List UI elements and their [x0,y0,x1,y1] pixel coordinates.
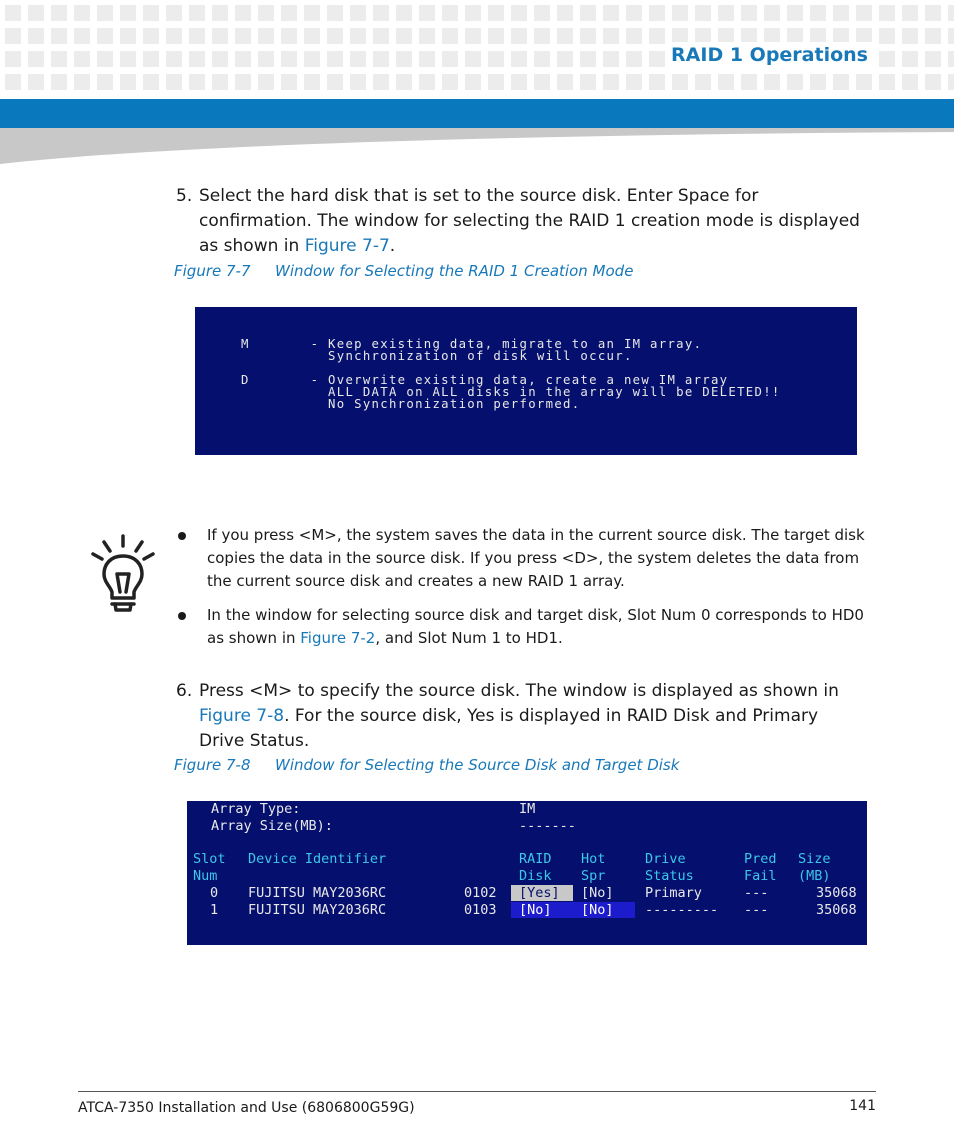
pattern-square [764,74,780,90]
raid-disk-toggle[interactable]: [No] [511,902,573,918]
pattern-square [695,74,711,90]
pred-fail: --- [744,885,769,901]
pattern-square [166,74,182,90]
pattern-square [902,5,918,21]
bullet-icon [178,532,186,540]
pattern-square [51,5,67,21]
pattern-square [557,28,573,44]
pattern-square [603,74,619,90]
pattern-square [304,74,320,90]
pattern-square [810,5,826,21]
pattern-square [143,74,159,90]
pattern-square [396,28,412,44]
pattern-square [120,5,136,21]
pattern-square [189,28,205,44]
pattern-square [189,5,205,21]
section-title: RAID 1 Operations [667,42,872,68]
pattern-square [488,28,504,44]
pattern-square [419,74,435,90]
pattern-square [258,28,274,44]
pattern-square [465,28,481,44]
pattern-square [488,74,504,90]
pattern-square [856,5,872,21]
table-row[interactable] [187,902,867,919]
pattern-square [235,28,251,44]
pattern-square [741,74,757,90]
pattern-square [396,51,412,67]
pattern-square [534,5,550,21]
pattern-square [925,28,941,44]
device-identifier: FUJITSU MAY2036RC [248,885,387,901]
pattern-square [833,74,849,90]
pattern-square [948,5,954,21]
step-text: Press <M> to specify the source disk. The window is displayed as shown in [199,681,839,701]
pattern-square [511,74,527,90]
pattern-square [212,5,228,21]
pattern-square [327,51,343,67]
slot-num: 0 [210,885,219,901]
pattern-square [281,28,297,44]
pattern-square [442,5,458,21]
pattern-square [143,5,159,21]
pattern-square [74,51,90,67]
step-text-end: . [389,236,396,256]
header-swoosh [0,128,954,164]
pattern-square [511,28,527,44]
pattern-square [488,51,504,67]
figure-caption [174,262,633,280]
step-number: 5. [176,186,193,206]
pattern-square [902,51,918,67]
table-row[interactable] [187,885,867,902]
pattern-square [879,5,895,21]
pattern-square [28,74,44,90]
pattern-square [28,51,44,67]
pattern-square [120,28,136,44]
raid-disk-toggle[interactable]: [Yes] [511,885,573,901]
pattern-square [718,74,734,90]
pattern-square [557,51,573,67]
pattern-square [672,74,688,90]
pattern-square [879,28,895,44]
pattern-square [580,28,596,44]
pattern-square [741,5,757,21]
step-number: 6. [176,681,193,701]
pattern-square [695,5,711,21]
pattern-square [235,51,251,67]
drive-status: Primary [645,885,702,901]
pattern-square [143,28,159,44]
note-text: In the window for selecting source disk and target disk, Slot Num 0 corresponds to HD0 as shown in [207,606,864,647]
pattern-square [442,28,458,44]
pattern-square [281,5,297,21]
pattern-square [212,28,228,44]
column-header-size: Size (MB) [798,851,831,884]
figure-link[interactable]: Figure 7-2 [300,629,376,647]
figure-title: Window for Selecting the RAID 1 Creation Mode [275,262,634,280]
footer-rule [78,1091,876,1092]
pattern-square [212,51,228,67]
pattern-square [5,5,21,21]
pattern-square [580,5,596,21]
pattern-square [327,28,343,44]
pattern-square [350,51,366,67]
pattern-square [120,51,136,67]
column-header-raid: RAID Disk [519,851,552,884]
pattern-square [557,74,573,90]
note-text: If you press <M>, the system saves the data in the current source disk. The target disk copies the data in the source disk. If you press <D>, the system deletes the data from the current source disk and creates a new RAID 1 array. [207,526,865,590]
pattern-square [465,5,481,21]
pattern-square [189,51,205,67]
column-header-slot: Slot Num [193,851,226,884]
pattern-square [327,74,343,90]
pattern-square [511,5,527,21]
page-number: 141 [849,1098,876,1114]
pattern-square [281,51,297,67]
figure-caption [174,756,679,774]
pattern-square [5,74,21,90]
pattern-square [787,74,803,90]
pattern-square [948,74,954,90]
pattern-square [442,51,458,67]
pattern-square [534,28,550,44]
pattern-square [373,5,389,21]
pattern-square [649,5,665,21]
column-header-hot-spare: Hot Spr [581,851,606,884]
pattern-square [534,74,550,90]
bullet-icon [178,612,186,620]
pattern-square [304,28,320,44]
pattern-square [419,28,435,44]
pattern-square [189,74,205,90]
pattern-square [304,5,320,21]
pattern-square [350,5,366,21]
step-5 [176,184,876,259]
pattern-square [626,51,642,67]
pattern-square [626,5,642,21]
array-type-value: IM [519,801,536,817]
pattern-square [258,74,274,90]
pattern-square [235,74,251,90]
pattern-square [465,51,481,67]
header-bar [0,99,954,128]
pred-fail: --- [744,902,769,918]
pattern-square [28,28,44,44]
pattern-square [902,74,918,90]
device-revision: 0103 [464,902,497,918]
pattern-square [5,28,21,44]
pattern-square [51,51,67,67]
pattern-square [603,5,619,21]
terminal-screen-disk-selection [187,801,867,945]
pattern-square [327,5,343,21]
note-item [176,524,876,593]
pattern-square [626,74,642,90]
drive-status: --------- [645,902,719,918]
pattern-square [350,28,366,44]
pattern-square [511,51,527,67]
pattern-square [488,5,504,21]
terminal-text: M - Keep existing data, migrate to an IM array. Synchronization of disk will occur. D - Overwrite existing data, create a new IM array ALL DATA on ALL disks in the array will be DELETED!! No Synchronization performed. [241,337,781,411]
pattern-square [419,51,435,67]
pattern-square [396,74,412,90]
pattern-square [350,74,366,90]
pattern-square [649,51,665,67]
pattern-square [373,28,389,44]
pattern-square [258,51,274,67]
pattern-square [143,51,159,67]
pattern-square [902,28,918,44]
pattern-square [74,5,90,21]
pattern-square [51,74,67,90]
figure-link[interactable]: Figure 7-8 [199,706,285,726]
note-item [176,604,876,650]
pattern-square [97,5,113,21]
pattern-square [649,74,665,90]
pattern-square [603,51,619,67]
pattern-square [603,28,619,44]
pattern-square [166,28,182,44]
pattern-square [718,5,734,21]
pattern-square [28,5,44,21]
terminal-screen-creation-mode [195,307,857,455]
figure-number: Figure 7-7 [174,262,251,280]
pattern-square [879,74,895,90]
pattern-square [925,51,941,67]
pattern-square [833,5,849,21]
device-identifier: FUJITSU MAY2036RC [248,902,387,918]
pattern-square [925,74,941,90]
figure-title: Window for Selecting the Source Disk and Target Disk [275,756,680,774]
pattern-square [235,5,251,21]
pattern-square [51,28,67,44]
pattern-square [373,74,389,90]
pattern-square [396,5,412,21]
pattern-square [787,5,803,21]
pattern-square [281,74,297,90]
pattern-square [212,74,228,90]
pattern-square [5,51,21,67]
step-text-end: . For the source disk, Yes is displayed in RAID Disk and Primary Drive Status. [199,706,819,751]
pattern-square [97,74,113,90]
array-type-label: Array Type: [211,801,301,817]
pattern-square [97,51,113,67]
pattern-square [580,74,596,90]
hot-spare-toggle[interactable]: [No] [573,902,635,918]
pattern-square [534,51,550,67]
pattern-square [166,5,182,21]
pattern-square [120,74,136,90]
figure-link[interactable]: Figure 7-7 [304,236,390,256]
step-6 [176,679,866,754]
column-header-drive-status: Drive Status [645,851,694,884]
size-mb: 35068 [816,902,857,918]
pattern-square [672,5,688,21]
pattern-square [649,28,665,44]
pattern-square [373,51,389,67]
pattern-square [304,51,320,67]
array-size-label: Array Size(MB): [211,818,333,834]
column-header-pred-fail: Pred Fail [744,851,777,884]
pattern-square [856,74,872,90]
column-header-device: Device Identifier [248,851,387,867]
figure-number: Figure 7-8 [174,756,251,774]
pattern-square [74,74,90,90]
pattern-square [879,51,895,67]
hot-spare-toggle[interactable]: [No] [581,885,614,901]
pattern-square [764,5,780,21]
pattern-square [557,5,573,21]
lightbulb-icon [90,534,156,614]
pattern-square [442,74,458,90]
pattern-square [419,5,435,21]
array-size-value: ------- [519,818,576,834]
pattern-square [465,74,481,90]
pattern-square [948,28,954,44]
note-list [176,524,876,661]
size-mb: 35068 [816,885,857,901]
pattern-square [626,28,642,44]
slot-num: 1 [210,902,219,918]
pattern-square [166,51,182,67]
pattern-square [74,28,90,44]
pattern-square [810,74,826,90]
note-text-end: , and Slot Num 1 to HD1. [375,629,563,647]
pattern-square [258,5,274,21]
pattern-square [580,51,596,67]
footer-document-title: ATCA-7350 Installation and Use (6806800G59G) [78,1100,415,1116]
step-text: Select the hard disk that is set to the source disk. Enter Space for confirmation. The window for selecting the RAID 1 creation mode is displayed as shown in [199,186,860,256]
pattern-square [925,5,941,21]
pattern-square [948,51,954,67]
device-revision: 0102 [464,885,497,901]
pattern-square [97,28,113,44]
